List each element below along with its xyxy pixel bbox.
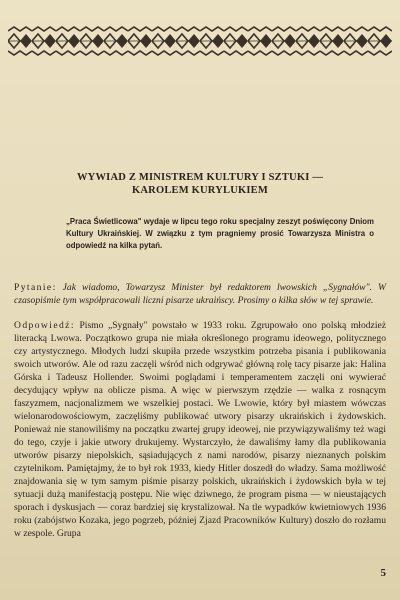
article-title — [20, 171, 380, 197]
article-title-line-2: KAROLEM KURYLUKIEM — [132, 185, 268, 196]
page-number: 5 — [380, 567, 386, 579]
answer-label: Odpowiedź: — [14, 320, 75, 331]
answer-text: Pismo „Sygnały" powstało w 1933 roku. Zgrupowało ono polską młodzież literacką Lwowa. Początkowo grupa nie miała określonego programu ideowego, politycznego czy artystycznego. Młodych ludzi skupiła przede wszystkim potrzeba pisania i publikowania swoich utworów. Ale od razu zaczęli wśród nich odgrywać główną rolę tacy pisarze jak: Halina Górska i Tadeusz Hollender. Swoimi poglądami i temperamentem zaczęli oni wywierać decydujący wpływ na oblicze pisma. A więc w pierwszym rzędzie — walka z rosnącym faszyzmem, nacjonalizmem we wszelkiej postaci. We Lwowie, który był miastem wówczas wielonarodowościowym, zaczęliśmy publikować utwory pisarzy ukraińskich i żydowskich. Ponieważ nie stanowiliśmy na początku zwartej grupy ideowej, nie przywiązywaliśmy też wagi do tego, czyje i jakie utwory drukujemy. Wystarczyło, że dawaliśmy łamy dla publikowania utworów pisarzy niepolskich, sąsiadujących z nami narodów, pisarzy nieznanych polskim czytelnikom. Pamiętajmy, że to był rok 1933, kiedy Hitler doszedł do władzy. Sama możliwość znajdowania się w tym samym piśmie pisarzy polskich, ukraińskich i żydowskich była w tej sytuacji dużą manifestacją postępu. Nie więc dziwnego, że program pisma — w nieustających sporach i dyskusjach — coraz bardziej się krystalizował. Na tle wypadków kwietniowych 1936 roku (zabójstwo Kozaka, jego pogrzeb, później Zjazd Pracowników Kultury) doszło do rozłamu w zespole. Grupa — [14, 320, 386, 539]
intro-paragraph: „Praca Świetlicowa" wydaje w lipcu tego roku specjalny zeszyt poświęcony Dniom Kultury Ukraińskiej. W związku z tym pragniemy prosić Towarzysza Ministra o odpowiedź na kilka pytań. — [66, 217, 374, 250]
question-text: Jak wiadomo, Towarzysz Minister był redaktorem lwowskich „Sygnałów". W czasopiśmie tym współpracowali liczni pisarze ukraińscy. Prosimy o kilka słów w tej sprawie. — [14, 282, 387, 306]
article-title-line-1: WYWIAD Z MINISTREM KULTURY I SZTUKI — — [76, 172, 324, 183]
answer-paragraph — [14, 319, 386, 540]
decorative-ornament-border — [8, 26, 392, 56]
question-label: Pytanie: — [14, 282, 57, 293]
question-paragraph — [14, 281, 386, 307]
